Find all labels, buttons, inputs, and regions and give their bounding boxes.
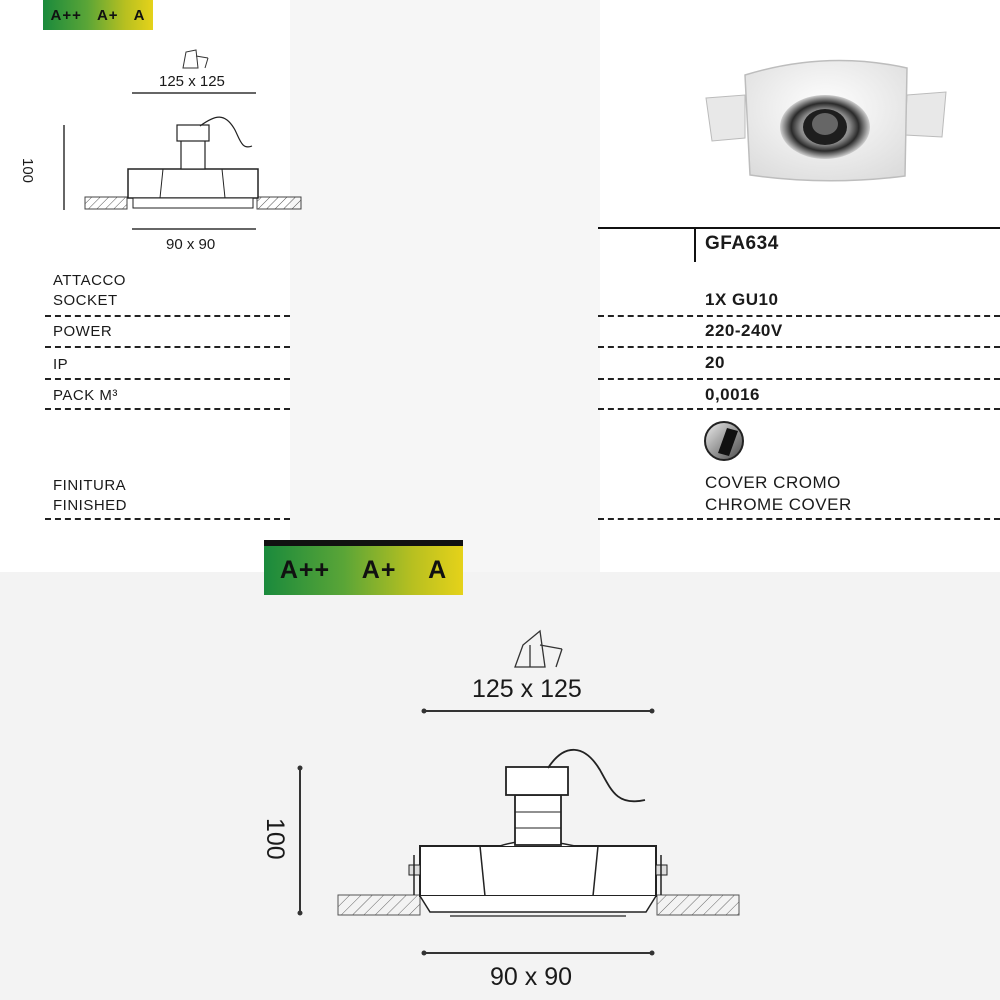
height-label: 100 <box>261 818 289 860</box>
spec-label: ATTACCO <box>53 272 126 289</box>
spec-value: COVER CROMO <box>705 473 841 492</box>
energy-class: A++ <box>50 6 82 24</box>
spec-value: 1X GU10 <box>705 290 779 309</box>
spec-label: SOCKET <box>53 292 118 309</box>
energy-class: A+ <box>361 556 397 584</box>
spec-value: CHROME COVER <box>705 495 852 514</box>
spec-label: POWER <box>53 323 113 340</box>
spec-label: FINISHED <box>53 497 128 514</box>
spec-label: IP <box>53 356 69 373</box>
spec-value: 220-240V <box>705 321 783 340</box>
spec-value: 20 <box>705 353 725 372</box>
product-code: GFA634 <box>705 233 779 254</box>
spec-label: FINITURA <box>53 477 127 494</box>
box-icon <box>515 631 562 667</box>
cut-size-label: 90 x 90 <box>166 236 216 253</box>
height-label: 100 <box>19 158 36 184</box>
box-size-label: 125 x 125 <box>472 675 582 703</box>
energy-class: A <box>428 556 448 584</box>
spec-value: 0,0016 <box>705 385 760 404</box>
energy-class: A++ <box>279 556 331 584</box>
energy-class: A+ <box>96 6 119 24</box>
cut-size-label: 90 x 90 <box>490 963 573 991</box>
spec-label: PACK M³ <box>53 387 118 404</box>
box-size-label: 125 x 125 <box>159 73 225 90</box>
energy-class: A <box>133 6 146 24</box>
